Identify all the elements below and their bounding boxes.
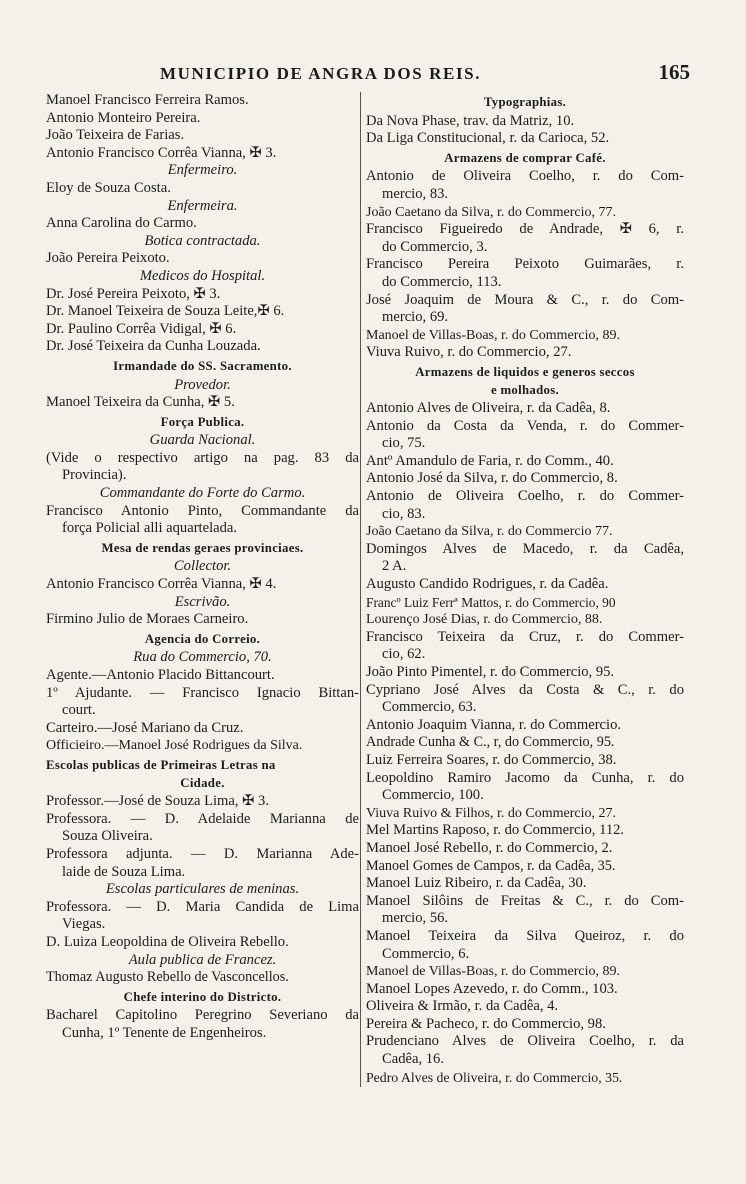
- subheading: Enfermeiro.: [167, 162, 238, 179]
- entry: Augusto Candido Rodrigues, r. da Cadêa.: [366, 576, 609, 593]
- entry: Antonio da Costa da Venda, r. do Commer-: [366, 417, 684, 434]
- entry: João Caetano da Silva, r. do Commercio 77.: [366, 524, 613, 540]
- entry-continuation: laide de Souza Lima.: [62, 863, 186, 880]
- entry: Manoel Lopes Azevedo, r. do Comm., 103.: [366, 980, 618, 997]
- subheading: Rua do Commercio, 70.: [133, 649, 272, 666]
- entry: Agente.—Antonio Placido Bittancourt.: [46, 667, 275, 683]
- section-heading: Armazens de comprar Café.: [444, 150, 606, 165]
- subheading: Provedor.: [174, 376, 231, 393]
- entry: D. Luiza Leopoldina de Oliveira Rebello.: [46, 933, 289, 950]
- column-divider: [360, 92, 361, 1087]
- entry-continuation: mercio, 69.: [382, 309, 449, 326]
- entry: Cypriano José Alves da Costa & C., r. do: [366, 681, 684, 698]
- entry: João Pinto Pimentel, r. do Commercio, 95.: [366, 664, 615, 680]
- entry: Dr. Paulino Corrêa Vidigal, ✠ 6.: [46, 320, 237, 337]
- entry: Dr. Manoel Teixeira de Souza Leite,✠ 6.: [46, 303, 285, 320]
- entry: Francisco Pereira Peixoto Guimarães, r.: [366, 256, 684, 273]
- entry-continuation: Cunha, 1º Tenente de Engenheiros.: [62, 1024, 267, 1041]
- section-heading-line: e molhados.: [490, 382, 559, 397]
- section-heading: Agencia do Correio.: [144, 631, 261, 646]
- section-heading-line: Cidade.: [180, 775, 225, 790]
- entry: 1º Ajudante. — Francisco Ignacio Bittan-: [46, 684, 359, 701]
- entry: Professora adjunta. — D. Marianna Ade-: [46, 845, 359, 862]
- entry-continuation: cio, 75.: [382, 435, 426, 452]
- entry: Antº Amandulo de Faria, r. do Comm., 40.: [366, 452, 614, 469]
- subheading: Commandante do Forte do Carmo.: [99, 485, 306, 502]
- section-heading: [46, 775, 359, 793]
- entry-continuation: Commercio, 63.: [382, 699, 477, 716]
- entry: Manoel de Villas-Boas, r. do Commercio, 89.: [366, 327, 620, 343]
- section-heading: Typographias.: [483, 95, 567, 109]
- entry-continuation: Commercio, 100.: [382, 787, 484, 804]
- entry: Oliveira & Irmão, r. da Cadêa, 4.: [366, 998, 559, 1015]
- entry-continuation: mercio, 83.: [382, 185, 449, 202]
- entry: Dr. José Pereira Peixoto, ✠ 3.: [46, 285, 221, 302]
- entry-continuation: court.: [62, 702, 96, 719]
- entry: Professora. — D. Adelaide Marianna de: [46, 810, 359, 827]
- entry: Professor.—José de Souza Lima, ✠ 3.: [46, 793, 269, 810]
- subheading: Collector.: [173, 558, 232, 575]
- entry: Mel Martins Raposo, r. do Commercio, 112.: [366, 822, 625, 839]
- entry: Officieiro.—Manoel José Rodrigues da Silva.: [46, 738, 303, 754]
- entry: Leopoldino Ramiro Jacomo da Cunha, r. do: [366, 769, 684, 786]
- subheading: Enfermeira.: [167, 197, 238, 214]
- entry: Eloy de Souza Costa.: [46, 179, 171, 196]
- entry: Francisco Figueiredo de Andrade, ✠ 6, r.: [366, 221, 684, 238]
- section-heading: Chefe interino do Districto.: [123, 989, 282, 1004]
- entry: Antonio Monteiro Pereira.: [46, 109, 201, 126]
- section-heading: [366, 382, 684, 400]
- section-heading-line: Armazens de liquidos e generos seccos: [415, 364, 635, 379]
- left-column: [46, 92, 359, 1042]
- entry-continuation: do Commercio, 113.: [382, 273, 502, 290]
- entry: Manoel Teixeira da Silva Queiroz, r. do: [366, 927, 684, 944]
- subheading: Guarda Nacional.: [149, 432, 256, 449]
- right-column: [366, 92, 684, 1086]
- entry: Firmino Julio de Moraes Carneiro.: [46, 611, 249, 628]
- entry: Anna Carolina do Carmo.: [46, 215, 197, 232]
- entry-continuation: Commercio, 6.: [382, 945, 470, 962]
- entry: Manoel Luiz Ribeiro, r. da Cadêa, 30.: [366, 875, 587, 892]
- entry: Francº Luiz Ferrª Mattos, r. do Commercio, 90: [366, 594, 616, 610]
- entry: Manoel de Villas-Boas, r. do Commercio, 89.: [366, 964, 620, 980]
- entry-continuation: Cadêa, 16.: [382, 1051, 445, 1068]
- entry: Manoel Silôins de Freitas & C., r. do Com-: [366, 892, 684, 909]
- section-heading: Mesa de rendas geraes provinciaes.: [101, 540, 304, 555]
- entry-continuation: do Commercio, 3.: [382, 238, 488, 255]
- subheading: Botica contractada.: [144, 232, 261, 249]
- entry: João Pereira Peixoto.: [46, 250, 170, 267]
- entry: Thomaz Augusto Rebello de Vasconcellos.: [46, 969, 289, 986]
- entry: Antonio Francisco Corrêa Vianna, ✠ 3.: [46, 144, 277, 161]
- entry: Da Nova Phase, trav. da Matriz, 10.: [366, 112, 575, 129]
- entry: Lourenço José Dias, r. do Commercio, 88.: [366, 612, 603, 628]
- entry-continuation: força Policial alli aquartelada.: [62, 520, 238, 537]
- entry: (Vide o respectivo artigo na pag. 83 da: [46, 449, 359, 466]
- entry-continuation: cio, 62.: [382, 646, 426, 663]
- entry: Francisco Teixeira da Cruz, r. do Commer-: [366, 628, 684, 645]
- entry: Antonio Joaquim Vianna, r. do Commercio.: [366, 716, 622, 733]
- entry: Prudenciano Alves de Oliveira Coelho, r. da: [366, 1033, 684, 1050]
- entry: José Joaquim de Moura & C., r. do Com-: [366, 291, 684, 308]
- subheading: Escolas particulares de meninas.: [105, 881, 300, 898]
- page-number: 165: [658, 60, 690, 84]
- entry: Dr. José Teixeira da Cunha Louzada.: [46, 338, 261, 355]
- section-heading: [366, 364, 684, 382]
- page-title: MUNICIPIO DE ANGRA DOS REIS.: [160, 64, 482, 83]
- section-heading-line: Escolas publicas de Primeiras Letras na: [46, 757, 276, 772]
- section-heading: Irmandade do SS. Sacramento.: [113, 358, 292, 373]
- entry: Pedro Alves de Oliveira, r. do Commercio, 35.: [366, 1069, 623, 1085]
- entry: Andrade Cunha & C., r, do Commercio, 95.: [366, 734, 615, 751]
- entry: Manoel Gomes de Campos, r. da Cadêa, 35.: [366, 857, 616, 874]
- section-heading: Força Publica.: [160, 414, 245, 429]
- entry: Antonio Francisco Corrêa Vianna, ✠ 4.: [46, 576, 277, 593]
- entry-continuation: Provincia).: [62, 467, 127, 484]
- entry: Antonio de Oliveira Coelho, r. do Com-: [366, 168, 684, 185]
- entry-continuation: 2 A.: [382, 558, 407, 575]
- entry-continuation: Viegas.: [62, 916, 106, 933]
- entry: Viuva Ruivo, r. do Commercio, 27.: [366, 344, 572, 361]
- page-header: [40, 60, 690, 90]
- entry: Professora. — D. Maria Candida de Lima: [46, 898, 359, 915]
- subheading: Medicos do Hospital.: [139, 267, 266, 284]
- entry: Pereira & Pacheco, r. do Commercio, 98.: [366, 1015, 606, 1032]
- entry: Manoel Teixeira da Cunha, ✠ 5.: [46, 394, 235, 411]
- entry: Antonio José da Silva, r. do Commercio, 8.: [366, 470, 618, 487]
- entry: Manoel Francisco Ferreira Ramos.: [46, 92, 249, 108]
- entry: Antonio Alves de Oliveira, r. da Cadêa, 8.: [366, 400, 611, 417]
- subheading: Aula publica de Francez.: [128, 951, 277, 968]
- entry: Francisco Antonio Pinto, Commandante da: [46, 502, 359, 519]
- entry-continuation: cio, 83.: [382, 505, 426, 522]
- entry: Bacharel Capitolino Peregrino Severiano da: [46, 1007, 359, 1024]
- entry: Manoel José Rebello, r. do Commercio, 2.: [366, 839, 613, 856]
- entry-continuation: Souza Oliveira.: [62, 828, 153, 845]
- entry: João Teixeira de Farias.: [46, 127, 185, 144]
- entry: Antonio de Oliveira Coelho, r. do Commer-: [366, 488, 684, 505]
- section-heading: [46, 757, 359, 775]
- entry-continuation: mercio, 56.: [382, 910, 449, 927]
- entry: Luiz Ferreira Soares, r. do Commercio, 38.: [366, 751, 617, 768]
- entry: Da Liga Constitucional, r. da Carioca, 52.: [366, 130, 610, 147]
- entry: Viuva Ruivo & Filhos, r. do Commercio, 27.: [366, 805, 616, 821]
- subheading: Escrivão.: [174, 593, 231, 610]
- entry: Domingos Alves de Macedo, r. da Cadêa,: [366, 540, 684, 557]
- entry: João Caetano da Silva, r. do Commercio, 77.: [366, 204, 617, 220]
- entry: Carteiro.—José Mariano da Cruz.: [46, 719, 244, 736]
